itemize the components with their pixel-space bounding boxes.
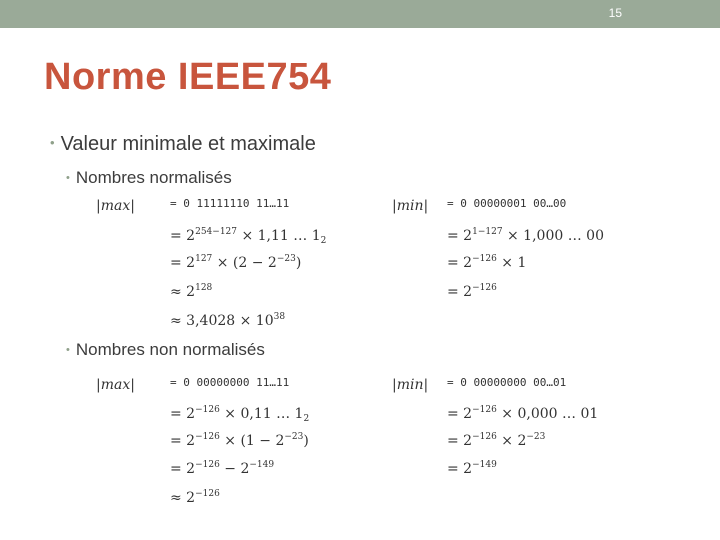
norm-max-line-4: ≈ $3,4028 \times 10^{38}$	[170, 312, 286, 329]
denorm-min-line-1: = $2^{-126} \times 0,000$ … 01	[447, 405, 599, 422]
bullet-min-max	[50, 133, 316, 156]
denorm-max-label: |max|	[96, 377, 135, 393]
denorm-max-line-2: = $2^{-126} \times (1 - 2^{-23})$	[170, 432, 309, 449]
norm-min-line-2: = $2^{-126} \times 1$	[447, 254, 527, 271]
bullet-text: Nombres normalisés	[75, 168, 232, 187]
bullet-dot-icon: •	[50, 135, 55, 150]
bullet-text: Valeur minimale et maximale	[60, 133, 316, 155]
norm-max-line-3: ≈ $2^{128}$	[170, 283, 213, 300]
norm-max-label: |max|	[96, 198, 135, 214]
page-number: 15	[608, 6, 622, 20]
denorm-max-line-3: = $2^{-126} - 2^{-149}$	[170, 460, 275, 477]
norm-max-line-2: = $2^{127} \times (2 - 2^{-23})$	[170, 254, 302, 271]
norm-min-line-3: = $2^{-126}$	[447, 283, 497, 300]
denorm-min-bits: = 0 00000000 00…01	[447, 376, 567, 389]
norm-max-bits: = 0 11111110 11…11	[170, 197, 290, 210]
bullet-normalized	[66, 168, 232, 188]
denorm-min-label: |min|	[392, 377, 429, 393]
bullet-dot-icon: •	[66, 172, 70, 184]
denorm-min-line-2: = $2^{-126} \times 2^{-23}$	[447, 432, 546, 449]
denorm-max-line-4: ≈ $2^{-126}$	[170, 489, 220, 506]
norm-min-line-1: = $2^{1-127} \times 1,000$ … 00	[447, 227, 604, 244]
header-bar	[0, 0, 720, 28]
bullet-text: Nombres non normalisés	[75, 340, 265, 359]
bullet-dot-icon: •	[66, 344, 70, 356]
denorm-min-line-3: = $2^{-149}$	[447, 460, 497, 477]
denorm-max-line-1: = $2^{-126} \times 0,11$ … $1_2$	[170, 405, 310, 424]
slide-title: Norme IEEE754	[44, 56, 332, 98]
norm-max-line-1: = $2^{254-127} \times 1,11$ … $1_2$	[170, 227, 327, 246]
bullet-denormalized	[66, 340, 265, 360]
norm-min-label: |min|	[392, 198, 429, 214]
norm-min-bits: = 0 00000001 00…00	[447, 197, 567, 210]
denorm-max-bits: = 0 00000000 11…11	[170, 376, 290, 389]
